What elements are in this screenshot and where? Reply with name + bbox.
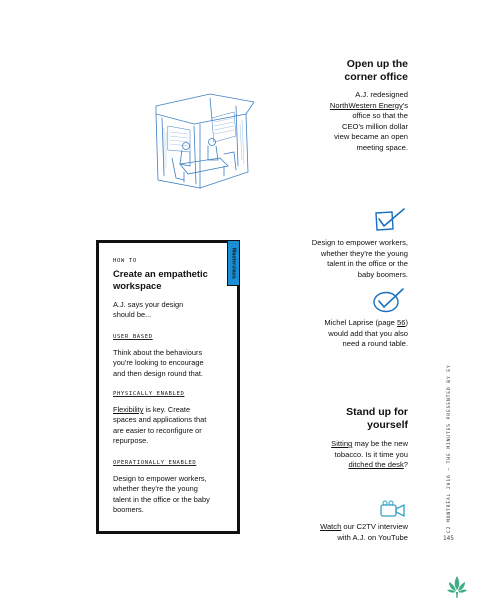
watch-text-line: with A.J. on YouTube	[337, 532, 408, 542]
physically-enabled-rest: is key. Create	[143, 405, 191, 414]
box-intro	[113, 300, 233, 321]
stand-heading-line: yourself	[367, 419, 408, 431]
user-based-line: Think about the behaviours	[113, 348, 203, 357]
michel-text-line: need a round table.	[342, 339, 408, 348]
operationally-enabled-line: talent in the office or the baby	[113, 494, 210, 504]
video-camera-icon	[378, 500, 408, 520]
michel-text-line	[280, 318, 408, 329]
operationally-enabled-line: whether they're the young	[113, 484, 198, 494]
page-number: 145	[443, 535, 454, 542]
user-based-text	[113, 348, 235, 379]
stand-text-line: tobacco. Is it time you	[334, 449, 408, 459]
office-heading-line: corner office	[344, 71, 408, 83]
box-intro-line: should be...	[113, 310, 152, 320]
office-text-line	[290, 101, 408, 112]
footer-vertical-text: C2 MONTRÉAL 2016 — THE MINUTES PRESENTED BY EY	[447, 364, 452, 533]
circle-check-icon	[370, 286, 406, 314]
office-heading	[300, 58, 408, 84]
stand-text	[280, 439, 408, 471]
masterclass-tab-label: Masterclass	[230, 247, 237, 279]
empower-text-line: baby boomers.	[357, 269, 408, 279]
physically-enabled-line: repurpose.	[113, 435, 149, 445]
operationally-enabled-label: OPERATIONALLY ENABLED	[113, 460, 197, 466]
how-to-label: HOW TO	[113, 258, 137, 264]
office-text-line: office so that the	[352, 111, 408, 120]
michel-text-post: )	[405, 318, 408, 327]
box-title-line: Create an empathetic	[113, 268, 208, 279]
user-based-line: you're looking to encourage	[113, 358, 204, 368]
office-sketch-illustration	[150, 88, 258, 192]
watch-text-rest: our C2TV interview	[341, 522, 408, 531]
michel-text	[280, 318, 408, 350]
page-56-link[interactable]: 56	[397, 318, 406, 327]
operationally-enabled-text	[113, 474, 235, 515]
physically-enabled-line: spaces and applications that	[113, 415, 207, 425]
michel-text-line: would add that you also	[328, 328, 408, 338]
watch-text	[280, 522, 408, 543]
office-text-line: meeting space.	[356, 142, 408, 152]
operationally-enabled-line: Design to empower workers,	[113, 474, 207, 483]
box-title	[113, 268, 228, 291]
office-text-line: CEO's million dollar	[341, 121, 408, 131]
ditched-the-desk-link[interactable]: ditched the desk	[348, 460, 404, 469]
empower-text-line: whether they're the young	[320, 248, 408, 258]
physically-enabled-text	[113, 405, 235, 446]
stand-text-line	[280, 460, 408, 471]
box-title-line: workspace	[113, 279, 162, 291]
user-based-line: and then design round that.	[113, 368, 203, 378]
user-based-label: USER BASED	[113, 334, 153, 340]
stand-heading	[300, 406, 408, 432]
office-text-line: view became an open	[334, 132, 408, 141]
stand-text-rest: ?	[403, 460, 408, 469]
flexibility-link[interactable]: Flexibility	[113, 405, 144, 414]
office-heading-line: Open up the	[346, 58, 408, 70]
michel-text-pre: Michel Laprise (page	[324, 318, 398, 327]
stand-text-rest: may be the new	[352, 439, 408, 448]
empower-text-line: Design to empower workers,	[311, 238, 408, 247]
masterclass-tab	[227, 240, 240, 286]
checkbox-check-icon	[372, 207, 408, 233]
northwestern-energy-link[interactable]: NorthWestern Energy	[329, 100, 403, 110]
stand-heading-line: Stand up for	[346, 406, 408, 418]
stand-text-line	[280, 439, 408, 450]
empower-text-line: talent in the office or the	[327, 259, 408, 268]
physically-enabled-line: are easier to reconfigure or	[113, 425, 202, 435]
operationally-enabled-line: boomers.	[113, 504, 144, 514]
watch-text-line	[280, 522, 408, 533]
office-text-line: A.J. redesigned	[355, 90, 408, 99]
sitting-link[interactable]: Sitting	[331, 439, 353, 448]
watch-link[interactable]: Watch	[320, 522, 342, 531]
office-text	[290, 90, 408, 153]
physically-enabled-label: PHYSICALLY ENABLED	[113, 391, 185, 397]
lotus-logo-icon	[446, 574, 468, 600]
empower-text	[280, 238, 408, 280]
physically-enabled-line	[113, 405, 235, 415]
box-intro-line: A.J. says your design	[113, 300, 184, 309]
office-text-suffix: 's	[402, 100, 408, 110]
